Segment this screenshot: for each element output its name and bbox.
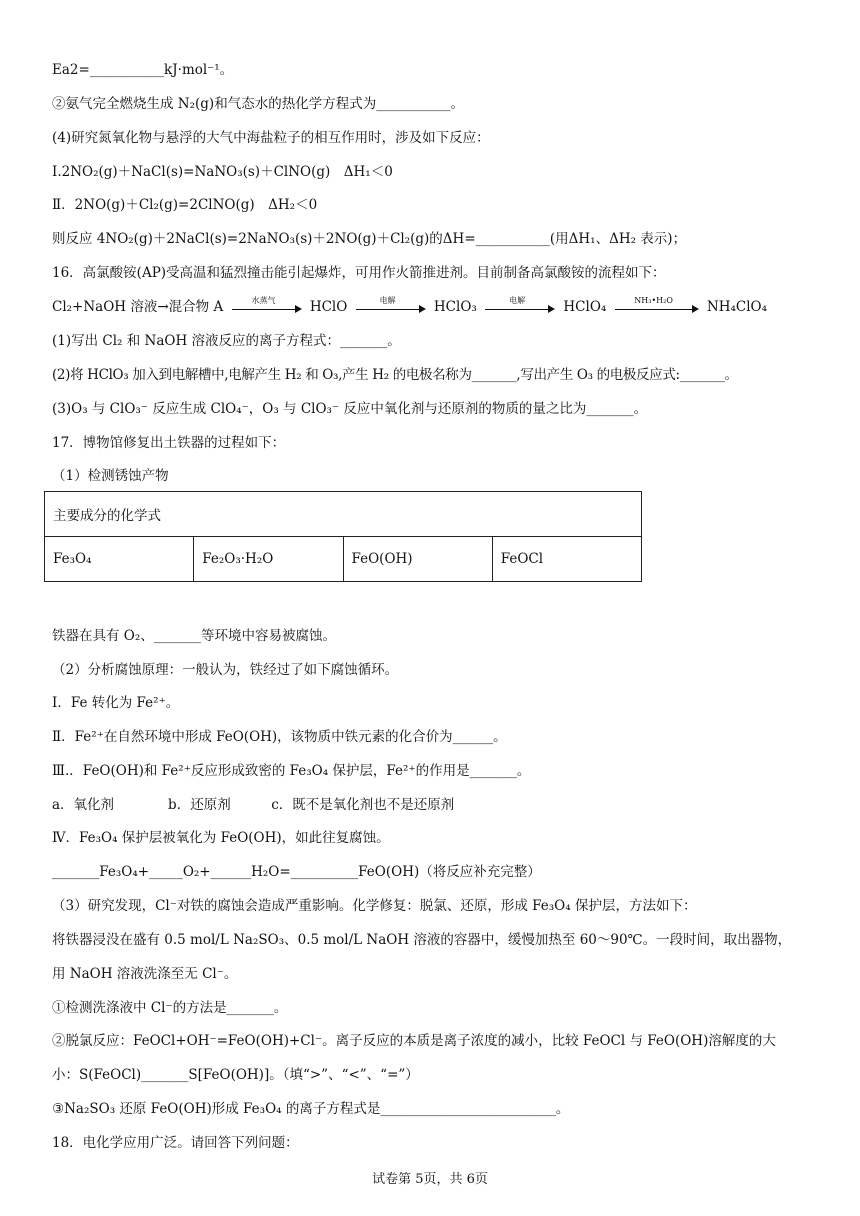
- arrow-label: NH₃•H₂O: [634, 295, 673, 305]
- table-cell: Fe₂O₃·H₂O: [194, 537, 343, 582]
- flow-arrow: [232, 295, 302, 315]
- flow-start: Cl₂+NaOH 溶液→混合物 A: [52, 299, 224, 315]
- answer-options: a．氧化剂 b．还原剂 c．既不是氧化剂也不是还原剂: [52, 797, 455, 813]
- text-line: (1)写出 Cl₂ 和 NaOH 溶液反应的离子方程式：_______。: [52, 333, 401, 349]
- table-row: [45, 537, 642, 582]
- table-cell: FeOCl: [492, 537, 641, 582]
- page-footer: 试卷第 5页，共 6页: [372, 1172, 488, 1187]
- equation-blank: _______Fe₃O₄+_____O₂+______H₂O=__________FeO(OH)（将反应补充完整）: [52, 864, 541, 880]
- reaction-1: Ⅰ.2NO₂(g)＋NaCl(s)=NaNO₃(s)＋ClNO(g) ΔH₁＜0: [52, 164, 393, 180]
- text-line: 则反应 4NO₂(g)＋2NaCl(s)=2NaNO₃(s)＋2NO(g)＋Cl₂(g)的ΔH=___________(用ΔH₁、ΔH₂ 表示)；: [52, 231, 687, 247]
- question-17: 17．博物馆修复出土铁器的过程如下：: [52, 435, 286, 451]
- text-line: Ⅳ．Fe₃O₄ 保护层被氧化为 FeO(OH)，如此往复腐蚀。: [52, 830, 390, 846]
- reaction-2: Ⅱ．2NO(g)＋Cl₂(g)=2ClNO(g) ΔH₂＜0: [52, 197, 318, 213]
- flow-arrow: [615, 295, 699, 315]
- flow-product: HClO₃: [433, 299, 477, 315]
- text-line: ②氨气完全燃烧生成 N₂(g)和气态水的热化学方程式为___________。: [52, 96, 464, 112]
- text-line: (4)研究氮氧化物与悬浮的大气中海盐粒子的相互作用时，涉及如下反应：: [52, 130, 490, 146]
- arrow-label: 电解: [379, 295, 396, 305]
- text-line: （2）分析腐蚀原理：一般认为，铁经过了如下腐蚀循环。: [52, 662, 399, 678]
- flow-arrow: [356, 295, 426, 315]
- text-line: ②脱氯反应：FeOCl+OH⁻=FeO(OH)+Cl⁻。离子反应的本质是离子浓度的减小，比较 FeOCl 与 FeO(OH)溶解度的大: [52, 1033, 776, 1049]
- question-18: 18．电化学应用广泛。请回答下列问题：: [52, 1135, 299, 1151]
- flow-diagram: [52, 295, 830, 316]
- text-line: （1）检测锈蚀产物: [52, 468, 169, 484]
- text-line: ③Na₂SO₃ 还原 FeO(OH)形成 Fe₃O₄ 的离子方程式是__________________________。: [52, 1101, 570, 1117]
- arrow-label: 水蒸气: [251, 295, 276, 305]
- text-line: 将铁器浸没在盛有 0.5 mol/L Na₂SO₃、0.5 mol/L NaOH 溶液的容器中，缓慢加热至 60～90℃。一段时间，取出器物，: [52, 932, 792, 948]
- table-cell: FeO(OH): [343, 537, 492, 582]
- flow-arrow: [485, 295, 555, 315]
- flow-product: HClO: [309, 299, 348, 315]
- text-line: (3)O₃ 与 ClO₃⁻ 反应生成 ClO₄⁻，O₃ 与 ClO₃⁻ 反应中氧化剂与还原剂的物质的量之比为_______。: [52, 401, 648, 417]
- text-line: Ea2=___________kJ·mol⁻¹。: [52, 62, 234, 78]
- text-line: ①检测洗涤液中 Cl⁻的方法是_______。: [52, 1000, 288, 1016]
- text-line: (2)将 HClO₃ 加入到电解槽中,电解产生 H₂ 和 O₃,产生 H₂ 的电极名称为_______,写出产生 O₃ 的电极反应式:_______。: [52, 367, 738, 383]
- table-header: 主要成分的化学式: [45, 492, 642, 537]
- text-line: Ⅲ.．FeO(OH)和 Fe²⁺反应形成致密的 Fe₃O₄ 保护层，Fe²⁺的作用是_______。: [52, 763, 531, 779]
- flow-product: NH₄ClO₄: [706, 299, 768, 315]
- text-line: 铁器在具有 O₂、_______等环境中容易被腐蚀。: [52, 628, 337, 644]
- corrosion-table: [44, 491, 642, 582]
- text-line: 用 NaOH 溶液洗涤至无 Cl⁻。: [52, 966, 238, 982]
- arrow-label: 电解: [509, 295, 526, 305]
- text-line: Ⅰ．Fe 转化为 Fe²⁺。: [52, 695, 180, 711]
- text-line: Ⅱ．Fe²⁺在自然环境中形成 FeO(OH)，该物质中铁元素的化合价为______。: [52, 729, 507, 745]
- question-16: 16．高氯酸铵(AP)受高温和猛烈撞击能引起爆炸，可用作火箭推进剂。目前制备高氯酸铵的流程如下：: [52, 265, 666, 281]
- text-line: 小：S(FeOCl)_______S[FeO(OH)]。（填“>”、“<”、“=”）: [52, 1067, 419, 1083]
- table-cell: Fe₃O₄: [45, 537, 194, 582]
- text-line: （3）研究发现，Cl⁻对铁的腐蚀会造成严重影响。化学修复：脱氯、还原，形成 Fe₃O₄ 保护层，方法如下：: [52, 898, 697, 914]
- flow-product: HClO₄: [563, 299, 607, 315]
